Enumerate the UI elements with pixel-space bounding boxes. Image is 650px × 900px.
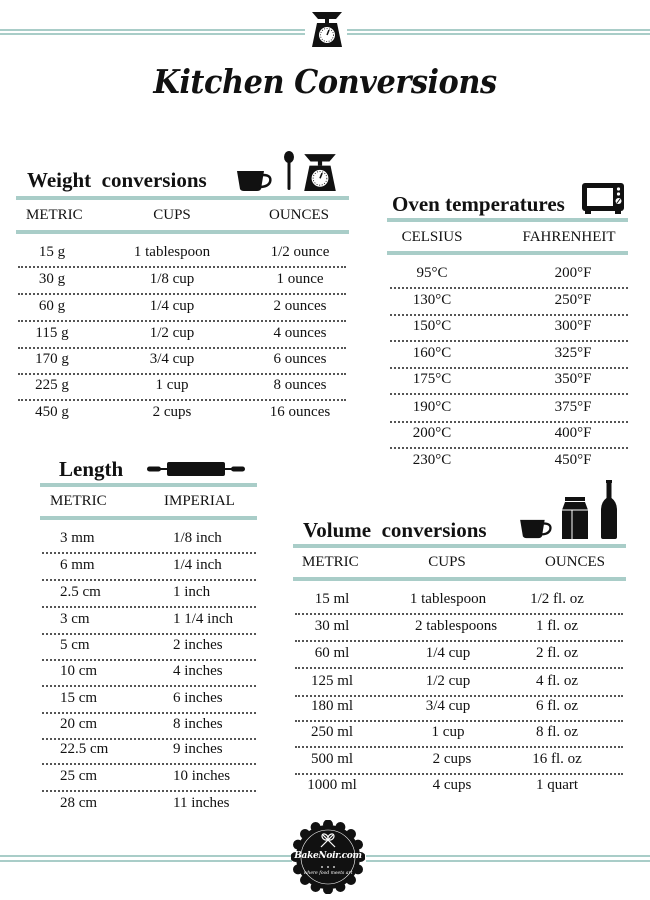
bottle-icon — [601, 480, 617, 539]
volume-title-divider — [293, 544, 626, 548]
table-row: 450 g 2 cups 16 ounces — [35, 404, 331, 420]
cup-icon — [520, 519, 553, 539]
table-row: 15 ml 1 tablespoon 1/2 fl. oz — [295, 587, 623, 615]
weight-section-title: Weight conversions — [27, 168, 207, 192]
table-row: 160°C 325°F — [390, 341, 628, 369]
oven-header-divider — [387, 251, 628, 255]
volume-header-divider — [293, 577, 626, 581]
table-row: 250 ml 1 cup 8 fl. oz — [295, 720, 623, 748]
volume-section-title: Volume conversions — [303, 518, 487, 542]
table-row: 3 mm 1/8 inch — [42, 526, 256, 554]
table-row: 170 g 3/4 cup 6 ounces — [18, 347, 346, 375]
weight-header-cups: CUPS — [153, 207, 191, 223]
table-row: 115 g 1/2 cup 4 ounces — [18, 321, 346, 349]
header-rule-left-top — [0, 29, 305, 31]
table-row: 3 cm 1 1/4 inch — [42, 607, 256, 635]
rolling-pin-icon — [147, 461, 245, 477]
length-header-metric: METRIC — [50, 493, 107, 509]
length-title-divider — [40, 483, 257, 487]
table-row: 30 ml 2 tablespoons 1 fl. oz — [295, 614, 623, 642]
weight-header-metric: METRIC — [26, 207, 83, 223]
oven-section-title: Oven temperatures — [392, 192, 565, 216]
table-row: 30 g 1/8 cup 1 ounce — [18, 267, 346, 295]
table-row: 15 cm 6 inches — [42, 686, 256, 714]
milk-carton-icon — [562, 497, 588, 539]
table-row: 1000 ml 4 cups 1 quart — [307, 777, 579, 793]
weight-title-divider — [16, 196, 349, 200]
footer-rule-right-top — [366, 855, 650, 857]
table-row: 95°C 200°F — [390, 261, 628, 289]
oven-icon — [582, 183, 624, 215]
table-row: 125 ml 1/2 cup 4 fl. oz — [295, 669, 623, 697]
table-row: 28 cm 11 inches — [60, 795, 230, 811]
footer-rule-left-bottom — [0, 860, 292, 862]
footer-rule-right-bottom — [366, 860, 650, 862]
oven-header-celsius: CELSIUS — [401, 229, 463, 245]
table-row: 230°C 450°F — [412, 452, 592, 468]
oven-title-divider — [387, 218, 628, 222]
weight-header-divider — [16, 230, 349, 234]
page-title: Kitchen Conversions — [153, 62, 497, 101]
footer-tagline: where food meets art — [303, 871, 353, 876]
table-row: 180 ml 3/4 cup 6 fl. oz — [295, 694, 623, 722]
table-row: 175°C 350°F — [390, 367, 628, 395]
length-header-divider — [40, 516, 257, 520]
table-row: 130°C 250°F — [390, 288, 628, 316]
length-header-imperial: IMPERIAL — [164, 493, 235, 509]
header-rule-right-top — [347, 29, 650, 31]
header-rule-left-bottom — [0, 33, 305, 35]
volume-header-ounces: OUNCES — [544, 554, 606, 570]
length-section-title: Length — [59, 457, 124, 481]
table-row: 225 g 1 cup 8 ounces — [18, 373, 346, 401]
footer-logo[interactable] — [291, 820, 365, 894]
table-row: 2.5 cm 1 inch — [42, 580, 256, 608]
table-row: 190°C 375°F — [390, 395, 628, 423]
table-row: 5 cm 2 inches — [42, 633, 256, 661]
spoon-icon — [283, 151, 295, 191]
kitchen-scale-icon — [302, 152, 338, 192]
kitchen-scale-icon — [310, 10, 344, 48]
table-row: 150°C 300°F — [390, 314, 628, 342]
table-row: 60 ml 1/4 cup 2 fl. oz — [295, 641, 623, 669]
table-row: 60 g 1/4 cup 2 ounces — [18, 294, 346, 322]
table-row: 200°C 400°F — [390, 421, 628, 449]
footer-logo-text: BakeNoir.com — [294, 851, 362, 861]
footer-rule-left-top — [0, 855, 292, 857]
header-rule-right-bottom — [347, 33, 650, 35]
table-row: 15 g 1 tablespoon 1/2 ounce — [18, 240, 346, 268]
weight-header-ounces: OUNCES — [268, 207, 330, 223]
table-row: 6 mm 1/4 inch — [42, 553, 256, 581]
table-row: 10 cm 4 inches — [42, 659, 256, 687]
table-row: 20 cm 8 inches — [42, 712, 256, 740]
volume-header-metric: METRIC — [302, 554, 359, 570]
table-row: 500 ml 2 cups 16 fl. oz — [295, 747, 623, 775]
oven-header-fahrenheit: FAHRENHEIT — [522, 229, 616, 245]
table-row: 25 cm 10 inches — [42, 764, 256, 792]
cup-icon — [237, 170, 273, 192]
volume-header-cups: CUPS — [428, 554, 466, 570]
table-row: 22.5 cm 9 inches — [42, 737, 256, 765]
